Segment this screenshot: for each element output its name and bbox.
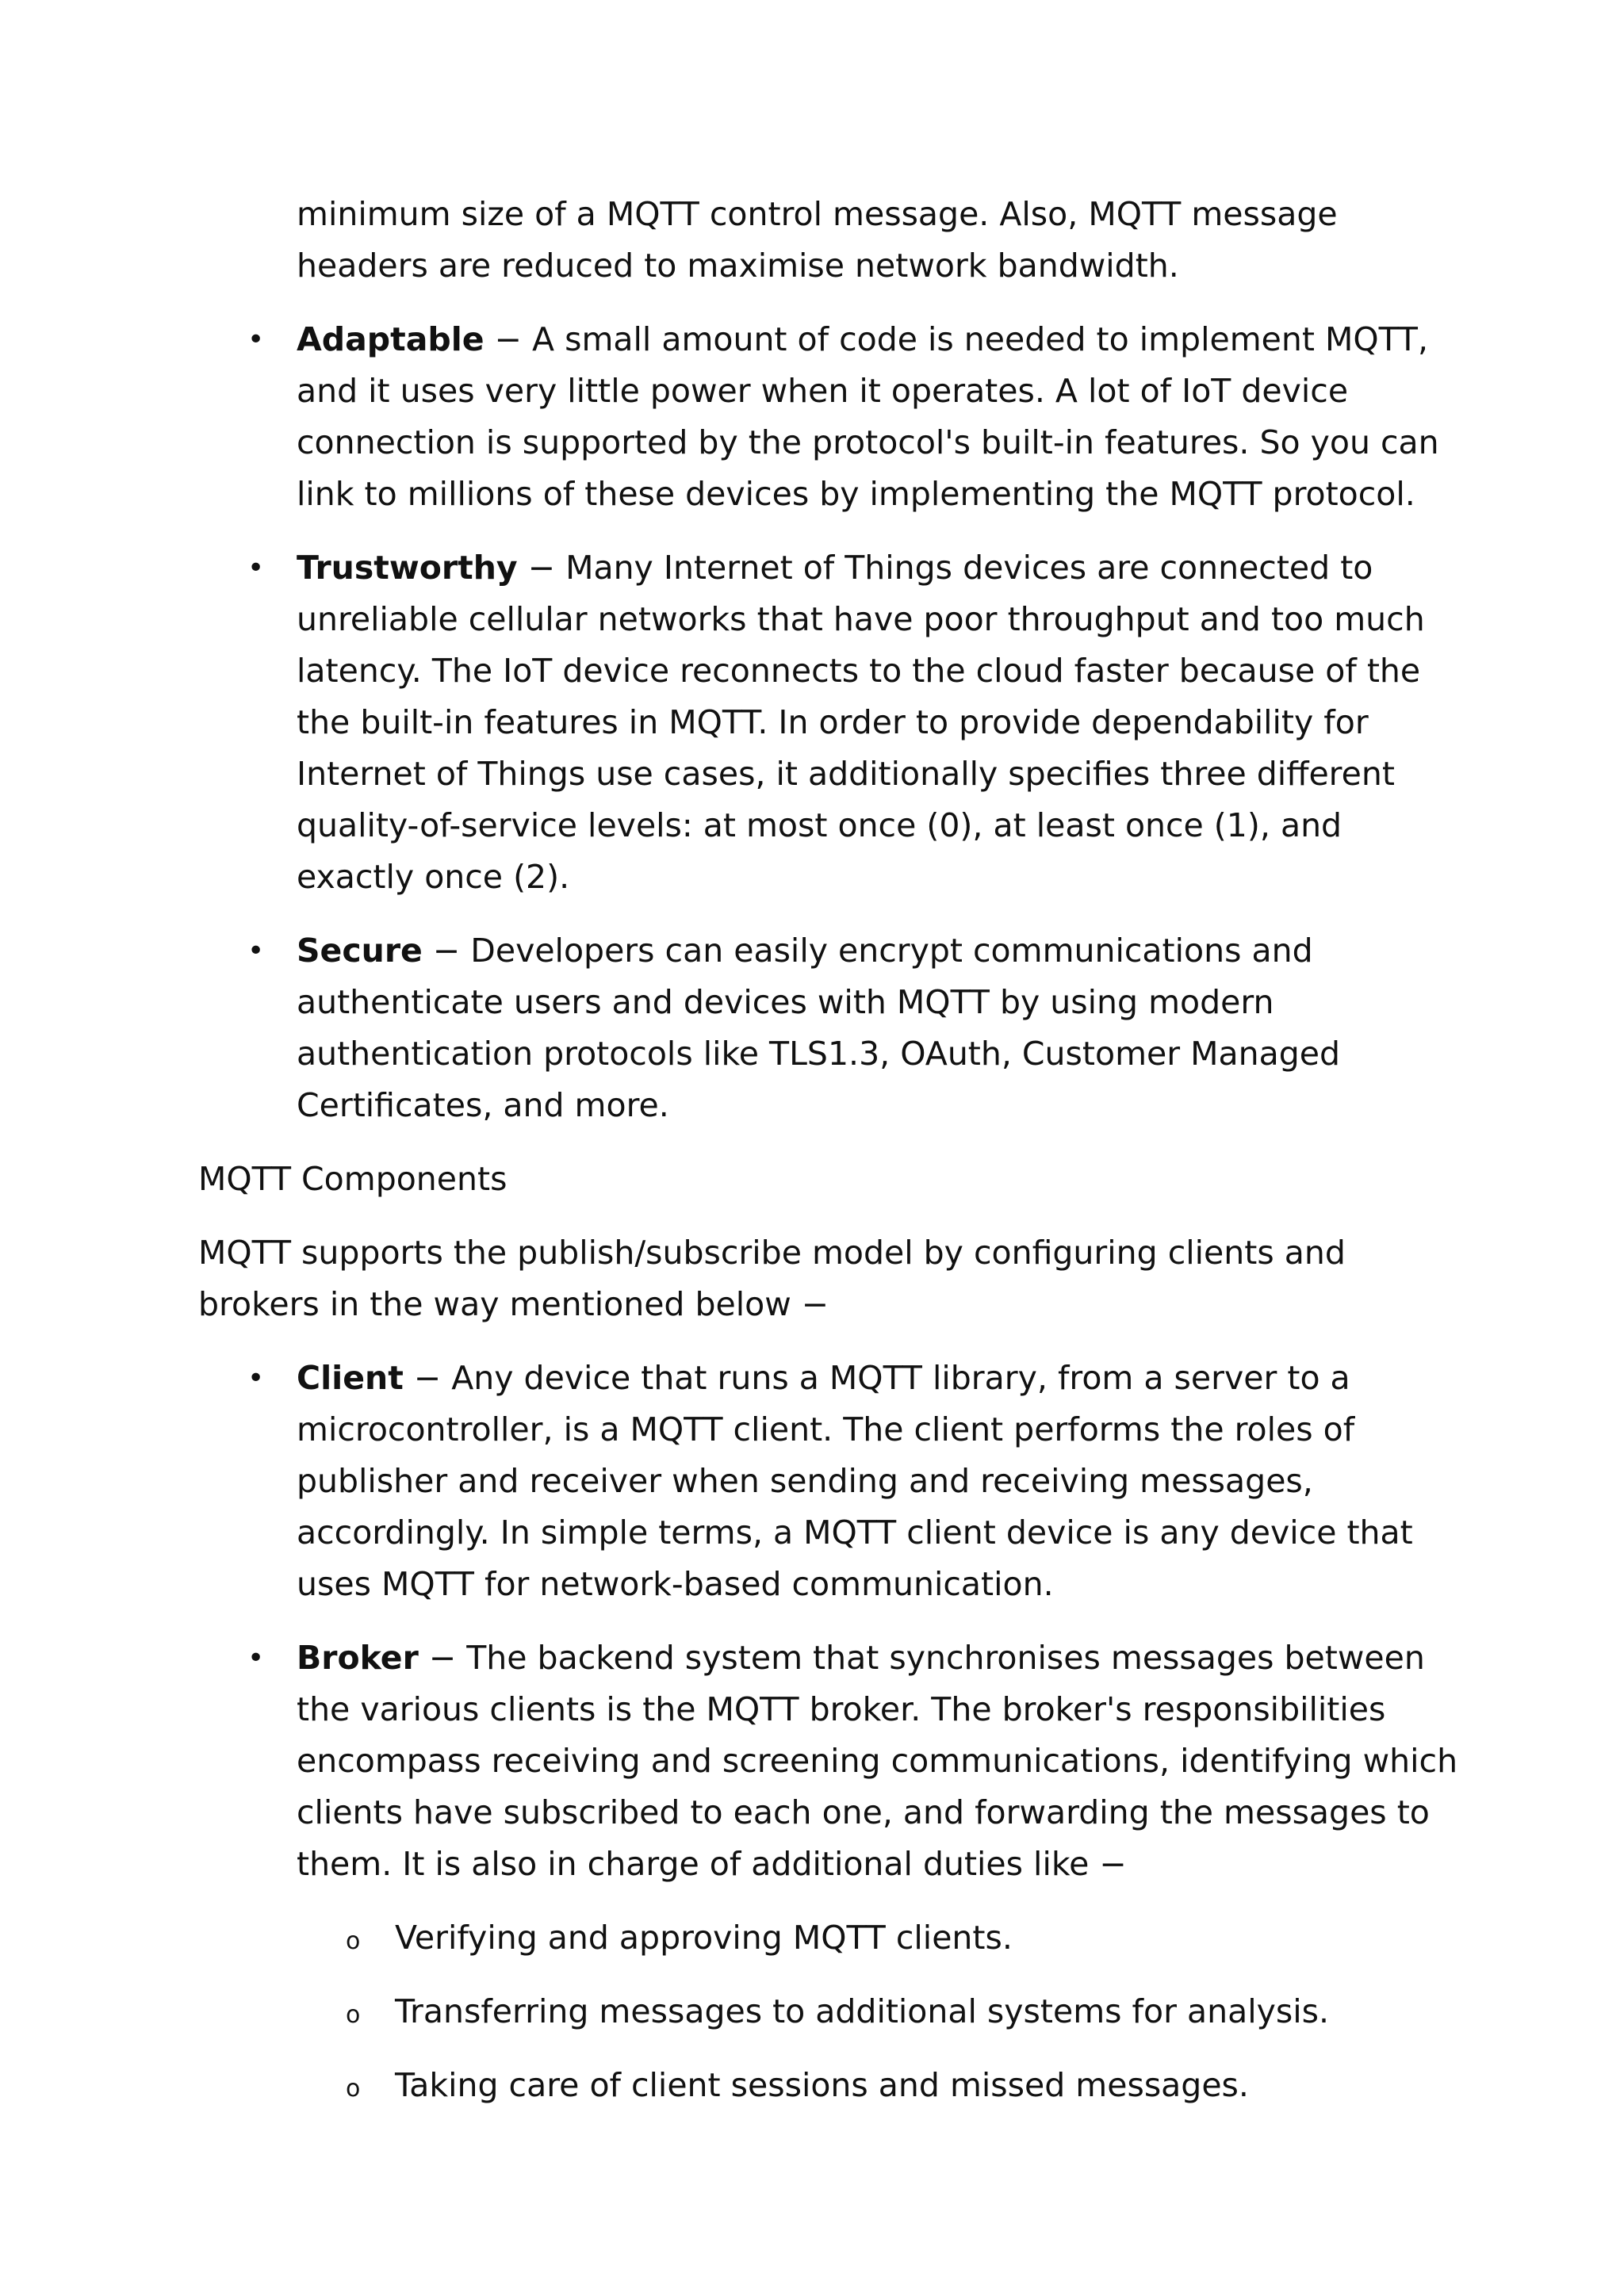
document-page — [198, 189, 1467, 2133]
bullet-icon: • — [247, 323, 265, 356]
bullet-icon: • — [247, 935, 265, 967]
broker-duty-text: Taking care of client sessions and missed messages. — [395, 2066, 1249, 2104]
broker-duty-item — [198, 1912, 1467, 1964]
component-term: Broker — [297, 1639, 419, 1677]
component-text: − The backend system that synchronises messages between the various clients is the MQTT broker. The broker's responsibilities encompass receiving and screening communications, identifying which clients have subscribed to each one, and forwarding the messages to them. It is also in charge of additional duties like − — [297, 1639, 1458, 1883]
components-intro — [198, 1227, 1467, 1330]
broker-duty-text: Transferring messages to additional systems for analysis. — [395, 1992, 1329, 2030]
components-heading: MQTT Components — [198, 1160, 508, 1198]
component-item-client — [198, 1353, 1467, 1610]
intro-continuation-text: minimum size of a MQTT control message. Also, MQTT message headers are reduced to maximise network bandwidth. — [297, 195, 1338, 285]
component-text: − Any device that runs a MQTT library, from a server to a microcontroller, is a MQTT client. The client performs the roles of publisher and receiver when sending and receiving messages, accordingly. In simple terms, a MQTT client device is any device that uses MQTT for network-based communication. — [297, 1359, 1413, 1603]
components-intro-text: MQTT supports the publish/subscribe model by configuring clients and brokers in the way mentioned below − — [198, 1234, 1346, 1323]
feature-text: − Many Internet of Things devices are connected to unreliable cellular networks that have poor throughput and too much latency. The IoT device reconnects to the cloud faster because of the the built-in features in MQTT. In order to provide dependability for Internet of Things use cases, it additionally specifies three different quality-of-service levels: at most once (0), at least once (1), and exactly once (2). — [297, 549, 1425, 896]
feature-text: − Developers can easily encrypt communications and authenticate users and devices with MQTT by using modern authentication protocols like TLS1.3, OAuth, Customer Managed Certificates, and more. — [297, 932, 1341, 1124]
broker-duty-item — [198, 1986, 1467, 2038]
section-heading-components — [198, 1154, 1467, 1205]
feature-item-secure — [198, 925, 1467, 1131]
bullet-icon: • — [247, 1642, 265, 1674]
sub-bullet-icon: o — [346, 2001, 361, 2029]
feature-term: Trustworthy — [297, 549, 518, 587]
component-term: Client — [297, 1359, 404, 1397]
feature-item-adaptable — [198, 314, 1467, 520]
feature-term: Secure — [297, 932, 423, 970]
bullet-icon: • — [247, 552, 265, 584]
broker-duty-item — [198, 2060, 1467, 2111]
component-item-broker — [198, 1632, 1467, 1890]
feature-term: Adaptable — [297, 320, 485, 358]
sub-bullet-icon: o — [346, 2075, 361, 2103]
intro-continuation — [198, 189, 1467, 292]
feature-text: − A small amount of code is needed to implement MQTT, and it uses very little power when it operates. A lot of IoT device connection is supported by the protocol's built-in features. So you can link to millions of these devices by implementing the MQTT protocol. — [297, 320, 1439, 513]
bullet-icon: • — [247, 1362, 265, 1395]
feature-item-trustworthy — [198, 542, 1467, 903]
broker-duty-text: Verifying and approving MQTT clients. — [395, 1919, 1013, 1957]
sub-bullet-icon: o — [346, 1927, 361, 1955]
